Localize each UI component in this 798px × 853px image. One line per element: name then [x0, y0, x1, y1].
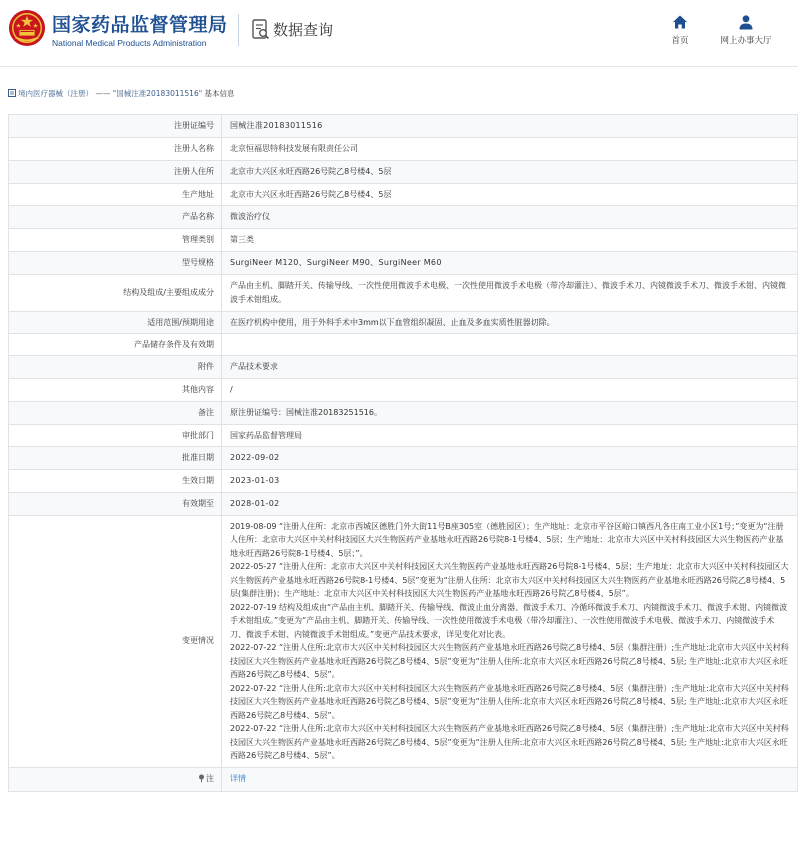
- field-label: 注册人住所: [9, 160, 222, 183]
- change-entry: 2022-05-27 “注册人住所：北京市大兴区中关村科技园区大兴生物医药产业基地永旺西路26号院8-1号楼4、5层；生产地址：北京市大兴区中关村科技园区大兴生物医药产业基地永旺西路26号院8-1号楼4、5层”变更为“注册人住所：北京市大兴区中关村科技园区大兴生物医药产业基地永旺西路26号院乙8号楼4、5层(集群注册)；生产地址：北京市大兴区中关村科技园区大兴生物医药产业基地永旺西路26号院乙8号楼4、5层”。: [230, 562, 789, 598]
- breadcrumb-current-suffix: 基本信息: [202, 89, 235, 98]
- field-label: 备注: [9, 401, 222, 424]
- page-title: 数据查询: [273, 21, 334, 39]
- table-row-changes: [9, 515, 798, 767]
- change-entry: 2022-07-22 “注册人住所:北京市大兴区中关村科技园区大兴生物医药产业基地永旺西路26号院乙8号楼4、5层（集群注册）;生产地址:北京市大兴区中关村科技园区大兴生物医药产业基地永旺西路26号院乙8号楼4、5层”变更为“注册人住所:北京市大兴区永旺西路26号院乙8号楼4、5层; 生产地址:北京市大兴区永旺西路26号院乙8号楼4、5层”。: [230, 643, 789, 679]
- table-row: [9, 115, 798, 138]
- field-value: 产品由主机、脚踏开关、传输导线、一次性使用微波手术电极、一次性使用微波手术电极（带冷却灌注）、微波手术刀、内镜微波手术刀、微波手术钳、内镜微波手术钳组成。: [222, 274, 798, 311]
- table-row: [9, 311, 798, 334]
- field-label: 批准日期: [9, 447, 222, 470]
- table-row: [9, 206, 798, 229]
- home-icon: [672, 14, 688, 30]
- table-row: [9, 183, 798, 206]
- table-row: [9, 274, 798, 311]
- table-row: [9, 470, 798, 493]
- field-label: 其他内容: [9, 379, 222, 402]
- user-icon: [738, 14, 754, 30]
- table-row: [9, 160, 798, 183]
- field-value: [222, 334, 798, 356]
- nav-home-label: 首页: [671, 36, 689, 46]
- field-value: 产品技术要求: [222, 356, 798, 379]
- field-value: 2023-01-03: [222, 470, 798, 493]
- field-value: 北京市大兴区永旺西路26号院乙8号楼4、5层: [222, 160, 798, 183]
- field-value: 在医疗机构中使用，用于外科手术中3mm以下血管组织凝固、止血及多血实质性脏器切除。: [222, 311, 798, 334]
- table-row: [9, 138, 798, 161]
- table-row: [9, 334, 798, 356]
- field-value: 微波治疗仪: [222, 206, 798, 229]
- field-value: 国家药品监督管理局: [222, 424, 798, 447]
- table-row: [9, 401, 798, 424]
- field-label: 注册证编号: [9, 115, 222, 138]
- field-label: 产品储存条件及有效期: [9, 334, 222, 356]
- field-label: 注册人名称: [9, 138, 222, 161]
- change-entry: 2022-07-19 结构及组成由“产品由主机、脚踏开关、传输导线、微波止血分离器、微波手术刀、冷循环微波手术刀、内镜微波手术刀、微波手术钳、内镜微波手术钳组成。”变更为“产品由主机、脚踏开关、传输导线、一次性使用微波手术电极（带冷却灌注）、一次性使用微波手术电极、微波手术刀、内镜微波手术刀、微波手术钳、内镜微波手术钳组成。”变更产品技术要求，详见变化对比表。: [230, 602, 788, 639]
- breadcrumb: [8, 88, 235, 99]
- table-row: [9, 229, 798, 252]
- field-value: 北京恒福思特科技发展有限责任公司: [222, 138, 798, 161]
- table-row: [9, 424, 798, 447]
- field-value: 2028-01-02: [222, 492, 798, 515]
- field-label: 有效期至: [9, 492, 222, 515]
- table-row: [9, 251, 798, 274]
- table-row: [9, 356, 798, 379]
- note-label-cell: [9, 767, 222, 791]
- table-row: [9, 447, 798, 470]
- change-entry: 2019-08-09 “注册人住所：北京市西城区德胜门外大街11号B座305室（德胜园区）；生产地址：北京市平谷区峪口镇西凡各庄南工业小区1号；”变更为“注册人住所：北京市大兴区中关村科技园区大兴生物医药产业基地永旺西路26号院8-1号楼4、5层；生产地址：北京市大兴区中关村科技园区大兴生物医药产业基地永旺西路26号院8-1号楼4、5层；”。: [230, 521, 784, 558]
- national-emblem-icon: [8, 9, 46, 47]
- field-value: 北京市大兴区永旺西路26号院乙8号楼4、5层: [222, 183, 798, 206]
- pin-icon: [198, 774, 205, 782]
- field-label: 管理类别: [9, 229, 222, 252]
- data-query-icon: [252, 19, 270, 41]
- nav-service-label: 网上办事大厅: [720, 36, 772, 46]
- note-label: 注: [206, 774, 214, 784]
- org-name-cn: 国家药品监督管理局: [52, 14, 228, 36]
- field-label: 审批部门: [9, 424, 222, 447]
- field-label: 变更情况: [9, 515, 222, 767]
- nav-online-service-hall[interactable]: [714, 14, 778, 46]
- table-row: [9, 492, 798, 515]
- table-row-note: [9, 767, 798, 791]
- field-value: /: [222, 379, 798, 402]
- change-entry: 2022-07-22 “注册人住所:北京市大兴区中关村科技园区大兴生物医药产业基地永旺西路26号院乙8号楼4、5层（集群注册）;生产地址:北京市大兴区中关村科技园区大兴生物医药产业基地永旺西路26号院乙8号楼4、5层”变更为“注册人住所:北京市大兴区永旺西路26号院乙8号楼4、5层; 生产地址:北京市大兴区永旺西路26号院乙8号楼4、5层”。: [230, 724, 789, 760]
- field-label: 附件: [9, 356, 222, 379]
- field-label: 适用范围/预期用途: [9, 311, 222, 334]
- site-header: [0, 0, 798, 62]
- field-value: 原注册证编号：国械注准20183251516。: [222, 401, 798, 424]
- breadcrumb-current-item: "国械注准20183011516": [112, 89, 203, 98]
- field-label: 产品名称: [9, 206, 222, 229]
- change-history: [222, 515, 798, 767]
- nav-home[interactable]: [664, 14, 696, 46]
- field-value: 国械注准20183011516: [222, 115, 798, 138]
- field-label: 生产地址: [9, 183, 222, 206]
- field-value: SurgiNeer M120、SurgiNeer M90、SurgiNeer M60: [222, 251, 798, 274]
- field-value: 第三类: [222, 229, 798, 252]
- field-value: 2022-09-02: [222, 447, 798, 470]
- breadcrumb-icon: [8, 89, 16, 97]
- header-separator: [0, 66, 798, 67]
- details-link[interactable]: 详情: [230, 774, 246, 784]
- registration-detail-table: [8, 114, 798, 792]
- header-divider: [238, 14, 239, 46]
- field-label: 生效日期: [9, 470, 222, 493]
- breadcrumb-separator: ——: [93, 89, 113, 98]
- breadcrumb-root-link[interactable]: 境内医疗器械（注册）: [18, 89, 93, 98]
- field-value: [222, 767, 798, 791]
- change-entry: 2022-07-22 “注册人住所:北京市大兴区中关村科技园区大兴生物医药产业基地永旺西路26号院乙8号楼4、5层（集群注册）;生产地址:北京市大兴区中关村科技园区大兴生物医药产业基地永旺西路26号院乙8号楼4、5层”变更为“注册人住所:北京市大兴区永旺西路26号院乙8号楼4、5层; 生产地址:北京市大兴区永旺西路26号院乙8号楼4、5层”。: [230, 683, 789, 720]
- field-label: 型号规格: [9, 251, 222, 274]
- table-row: [9, 379, 798, 402]
- org-name-en: National Medical Products Administration: [52, 38, 207, 48]
- field-label: 结构及组成/主要组成成分: [9, 274, 222, 311]
